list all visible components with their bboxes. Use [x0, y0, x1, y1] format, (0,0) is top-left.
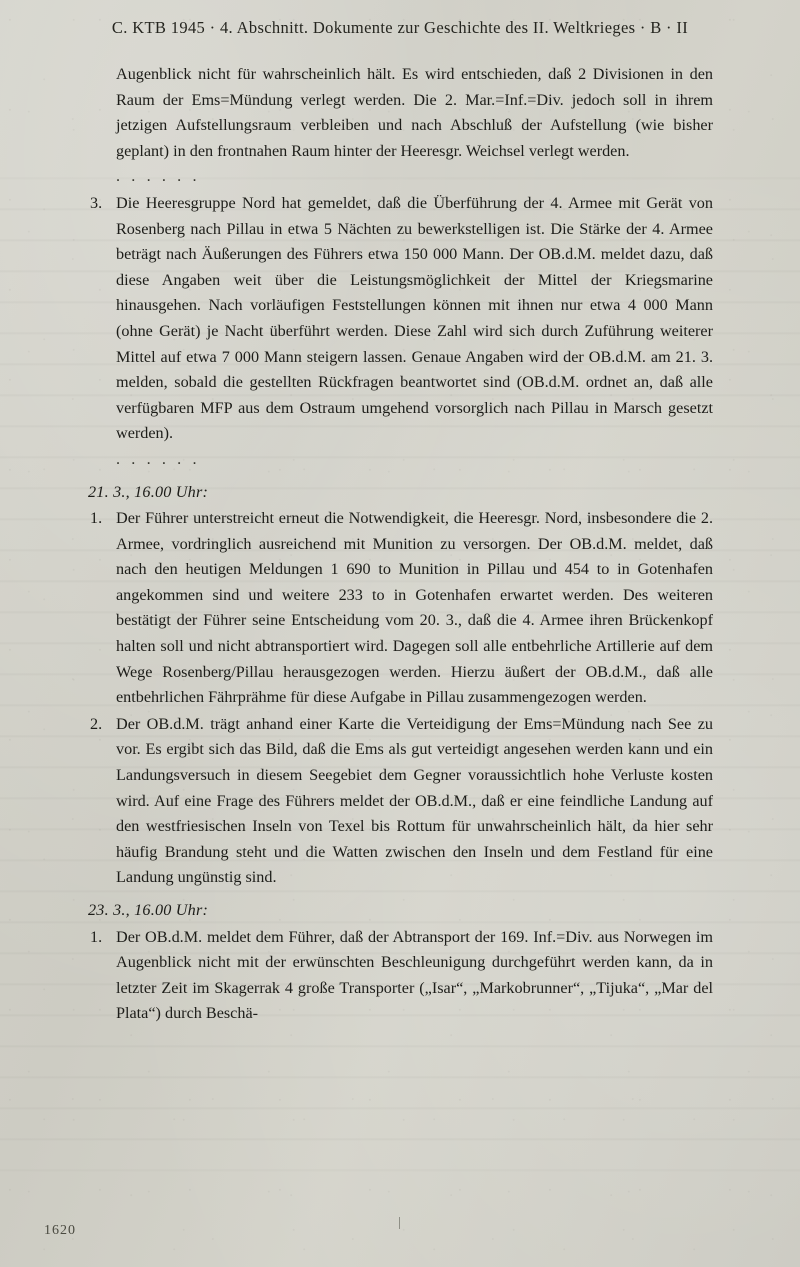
- item-text: Der OB.d.M. meldet dem Führer, daß der Abtransport der 169. Inf.=Div. aus Norwegen im Augenblick nicht mit der erwünschten Beschleunigung durchgeführt werden kann, da in letzter Zeit im Skagerrak 4 große Transporter („Isar“, „Markobrunner“, „Tijuka“, „Mar del Plata“) durch Beschä-: [116, 927, 713, 1023]
- body-text-column: [88, 62, 713, 1027]
- ellipsis-separator: . . . . . .: [116, 167, 201, 186]
- paragraph-continuation: Augenblick nicht für wahrscheinlich hält. Es wird entschieden, daß 2 Divisionen in den Raum der Ems=Mündung verlegt werden. Die 2. Mar.=Inf.=Div. jedoch soll in ihrem jetzigen Aufstellungsraum verbleiben und nach Abschluß der Aufstellung (wie bisher geplant) in den frontnahen Raum hinter der Heeresgr. Weichsel verlegt werden.: [116, 65, 713, 160]
- time-heading: 21. 3., 16.00 Uhr:: [88, 482, 209, 501]
- item-number: 2.: [90, 714, 103, 733]
- item-text: Der Führer unterstreicht erneut die Notwendigkeit, die Heeresgr. Nord, insbesondere die 2. Armee, vordringlich ausreichend mit Munition zu versorgen. Der OB.d.M. meldet, daß nach den heutigen Meldungen 1 690 to Munition in Pillau und 454 to in Gotenhafen angekommen sind und weitere 233 to in Gotenhafen erwartet werden. Des weiteren bestätigt der Führer seine Entscheidung vom 20. 3., daß die 4. Armee ihren Brückenkopf halten soll und nicht abtransportiert wird. Dagegen soll alle entbehrliche Artillerie auf dem Wege Rosenberg/Pillau herausgezogen werden. Hierzu äußert der OB.d.M., daß alle entbehrlichen Fährprähme für diese Aufgabe in Pillau zusammengezogen werden.: [116, 509, 713, 707]
- numbered-item: [88, 712, 713, 891]
- running-head: C. KTB 1945 · 4. Abschnitt. Dokumente zur Geschichte des II. Weltkrieges · B · II: [111, 18, 689, 37]
- numbered-item: [88, 506, 713, 711]
- numbered-item: [88, 925, 713, 1027]
- time-heading: 23. 3., 16.00 Uhr:: [88, 901, 209, 919]
- item-number: 1.: [90, 509, 103, 528]
- ellipsis-separator: . . . . . .: [116, 449, 201, 468]
- center-tick-mark: [399, 1217, 400, 1229]
- item-number: 1.: [90, 927, 103, 946]
- item-number: 3.: [90, 193, 103, 212]
- page-number: 1620: [44, 1223, 76, 1238]
- item-text: Die Heeresgruppe Nord hat gemeldet, daß die Überführung der 4. Armee mit Gerät von Rosenberg nach Pillau in etwa 5 Nächten zu bewerkstelligen ist. Die Stärke der 4. Armee beträgt nach Äußerungen des Führers etwa 150 000 Mann. Der OB.d.M. meldet dazu, daß diese Angaben weit über die Leistungsmöglichkeit der Mittel der Kriegsmarine hinausgehen. Nach vorläufigen Feststellungen können mit ihnen nur etwa 4 000 Mann (ohne Gerät) je Nacht überführt werden. Diese Zahl wird sich durch Zuführung weiterer Mittel auf etwa 7 000 Mann steigern lassen. Genaue Angaben wird der OB.d.M. am 21. 3. melden, sobald die gestellten Rückfragen beantwortet sind (OB.d.M. ordnet an, daß alle verfügbaren MFP aus dem Ostraum umgehend vorsorglich nach Pillau in Marsch gesetzt werden).: [116, 193, 713, 443]
- item-text: Der OB.d.M. trägt anhand einer Karte die Verteidigung der Ems=Mündung nach See zu vor. Es ergibt sich das Bild, daß die Ems als gut verteidigt angesehen werden kann und ein Landungsversuch in diesem Seegebiet dem Gegner voraussichtlich hohe Verluste kosten wird. Auf eine Frage des Führers meldet der OB.d.M., daß er eine feindliche Landung auf den westfriesischen Inseln von Texel bis Rottum für unwahrscheinlich hält, da hier sehr häufig Brandung steht und die Watten zwischen den Inseln und dem Festland für eine Landung ungünstig sind.: [116, 714, 713, 887]
- numbered-item: [88, 191, 713, 447]
